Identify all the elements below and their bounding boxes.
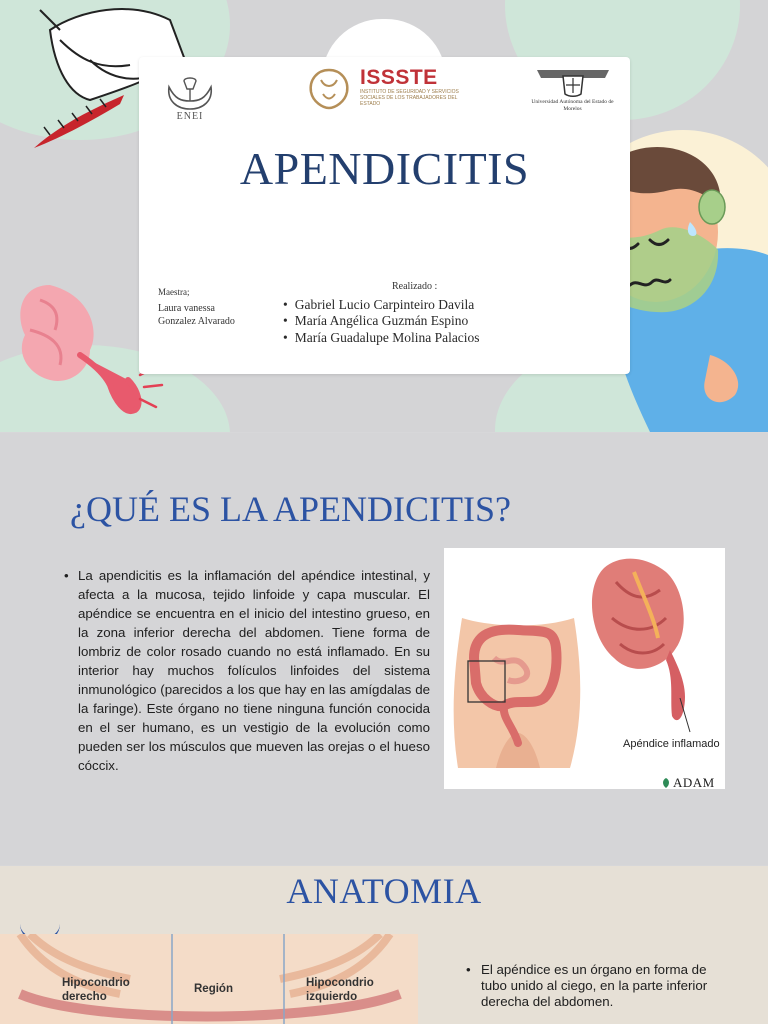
region-label-center: Región: [194, 983, 233, 995]
authors-list: [283, 297, 480, 346]
enei-logo-text: ENEI: [176, 111, 204, 122]
torso-intestine-icon: [444, 548, 725, 789]
abdomen-regions-illustration: [0, 934, 418, 1024]
adam-leaf-icon: [660, 777, 672, 789]
section-title: ¿QUÉ ES LA APENDICITIS?: [70, 489, 511, 529]
region-label-right: Hipocondrio izquierdo: [306, 977, 374, 1003]
anatomy-paragraph: • El apéndice es un órgano en forma de tubo unido al ciego, en la parte inferior derecha del abdomen.: [466, 962, 734, 1010]
definition-paragraph: • La apendicitis es la inflamación del apéndice intestinal, y afecta a la mucosa, tejido linfoide y capa muscular. El apéndice se encuentra en el inicio del intestino grueso, en la zona inferior derecha del abdomen. Tiene forma de lombriz de color rosado cuando no está inflamado. En su interior hay muchos folículos linfoides del sistema inmunológico (parecidos a los que hay en las amígdalas de la faringe). Este órgano no tiene ninguna función conocida en el ser humano, es un vestigio de la evolución como pueden ser los músculos que mueven las orejas o el hueso cóccix.: [64, 566, 430, 775]
uaem-logo-icon: [535, 66, 611, 99]
appendix-medical-illustration: [444, 548, 725, 789]
anatomy-list: [466, 962, 734, 1010]
issste-logo-name: ISSSTE: [360, 66, 438, 89]
definition-slide: [0, 433, 768, 865]
issste-logo-icon: [303, 66, 355, 110]
author-item: • Gabriel Lucio Carpinteiro Davila: [283, 297, 480, 313]
author-item: • María Guadalupe Molina Palacios: [283, 330, 480, 346]
title-slide: [0, 0, 768, 432]
enei-logo-icon: [163, 75, 217, 111]
page-title: APENDICITIS: [239, 143, 530, 194]
region-label-left: Hipocondrio derecho: [62, 977, 130, 1003]
definition-list: [64, 566, 430, 775]
image-credit: ADAM: [673, 775, 715, 790]
teacher-name: Laura vanessa Gonzalez Alvarado: [158, 303, 235, 327]
teacher-label: Maestra;: [158, 287, 190, 297]
appendix-image-label: Apéndice inflamado: [623, 738, 720, 750]
issste-logo-subtitle: INSTITUTO DE SEGURIDAD Y SERVICIOS SOCIALES DE LOS TRABAJADORES DEL ESTADO: [360, 89, 459, 107]
section-title: ANATOMIA: [286, 871, 482, 911]
uaem-logo-text: Universidad Autónoma del Estado de Morelos: [531, 99, 614, 112]
anatomy-slide: [0, 866, 768, 1024]
author-item: • María Angélica Guzmán Espino: [283, 313, 480, 329]
authors-label: Realizado :: [392, 281, 438, 292]
